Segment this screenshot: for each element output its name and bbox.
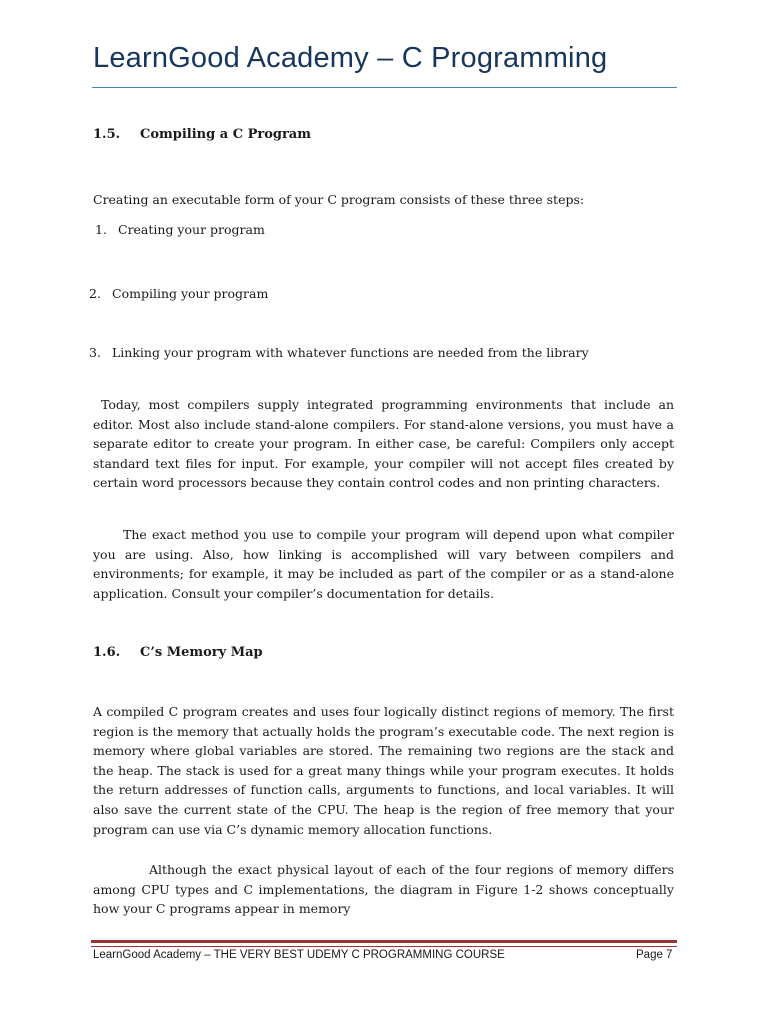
paragraph: The exact method you use to compile your program will depend upon what compiler you are using. Also, how linking is accomplished will vary between compilers and environments; for example, it may be included as part of the compiler or as a stand-alone application. Consult your compiler’s documentation for details. — [93, 527, 674, 601]
paragraph: Although the exact physical layout of each of the four regions of memory differs among CPU types and C implementations, the diagram in Figure 1-2 shows conceptually how your C programs appear in memory — [93, 862, 674, 917]
list-item — [89, 345, 589, 360]
paragraph: A compiled C program creates and uses four logically distinct regions of memory. The first region is the memory that actually holds the program’s executable code. The next region is memory where global variables are stored. The remaining two regions are the stack and the heap. The stack is used for a great many things while your program executes. It holds the return addresses of function calls, arguments to functions, and local variables. It will also save the current state of the CPU. The heap is the region of free memory that your program can use via C’s dynamic memory allocation functions. — [93, 704, 674, 837]
list-item — [89, 286, 268, 301]
footer-text: LearnGood Academy – THE VERY BEST UDEMY C PROGRAMMING COURSE — [93, 949, 505, 961]
list-item-number: 1. — [95, 222, 107, 237]
list-item-text: Creating your program — [118, 222, 265, 237]
list-item-number: 3. — [89, 345, 101, 360]
intro-text: Creating an executable form of your C program consists of these three steps: — [93, 192, 585, 207]
paragraph: Today, most compilers supply integrated programming environments that include an editor. Most also include stand-alone compilers. For stand-alone versions, you must have a separate editor to create your program. In either case, be careful: Compilers only accept standard text files for input. For example, your compiler will not accept files created by certain word processors because they contain control codes and non printing characters. — [93, 397, 678, 491]
section-number: 1.6. — [93, 645, 121, 660]
list-item-number: 2. — [89, 286, 101, 301]
section-number: 1.5. — [93, 127, 121, 142]
section-title: C’s Memory Map — [140, 645, 263, 660]
list-item-text: Compiling your program — [112, 286, 269, 301]
page-title: LearnGood Academy – C Programming — [93, 42, 608, 74]
title-divider — [92, 87, 677, 88]
section-title: Compiling a C Program — [140, 127, 311, 142]
list-item-text: Linking your program with whatever functions are needed from the library — [112, 345, 589, 360]
page-number: Page 7 — [636, 949, 673, 961]
list-item — [95, 222, 265, 237]
section-heading-1-5 — [93, 127, 311, 142]
footer-divider — [91, 940, 677, 947]
section-heading-1-6 — [93, 645, 263, 660]
